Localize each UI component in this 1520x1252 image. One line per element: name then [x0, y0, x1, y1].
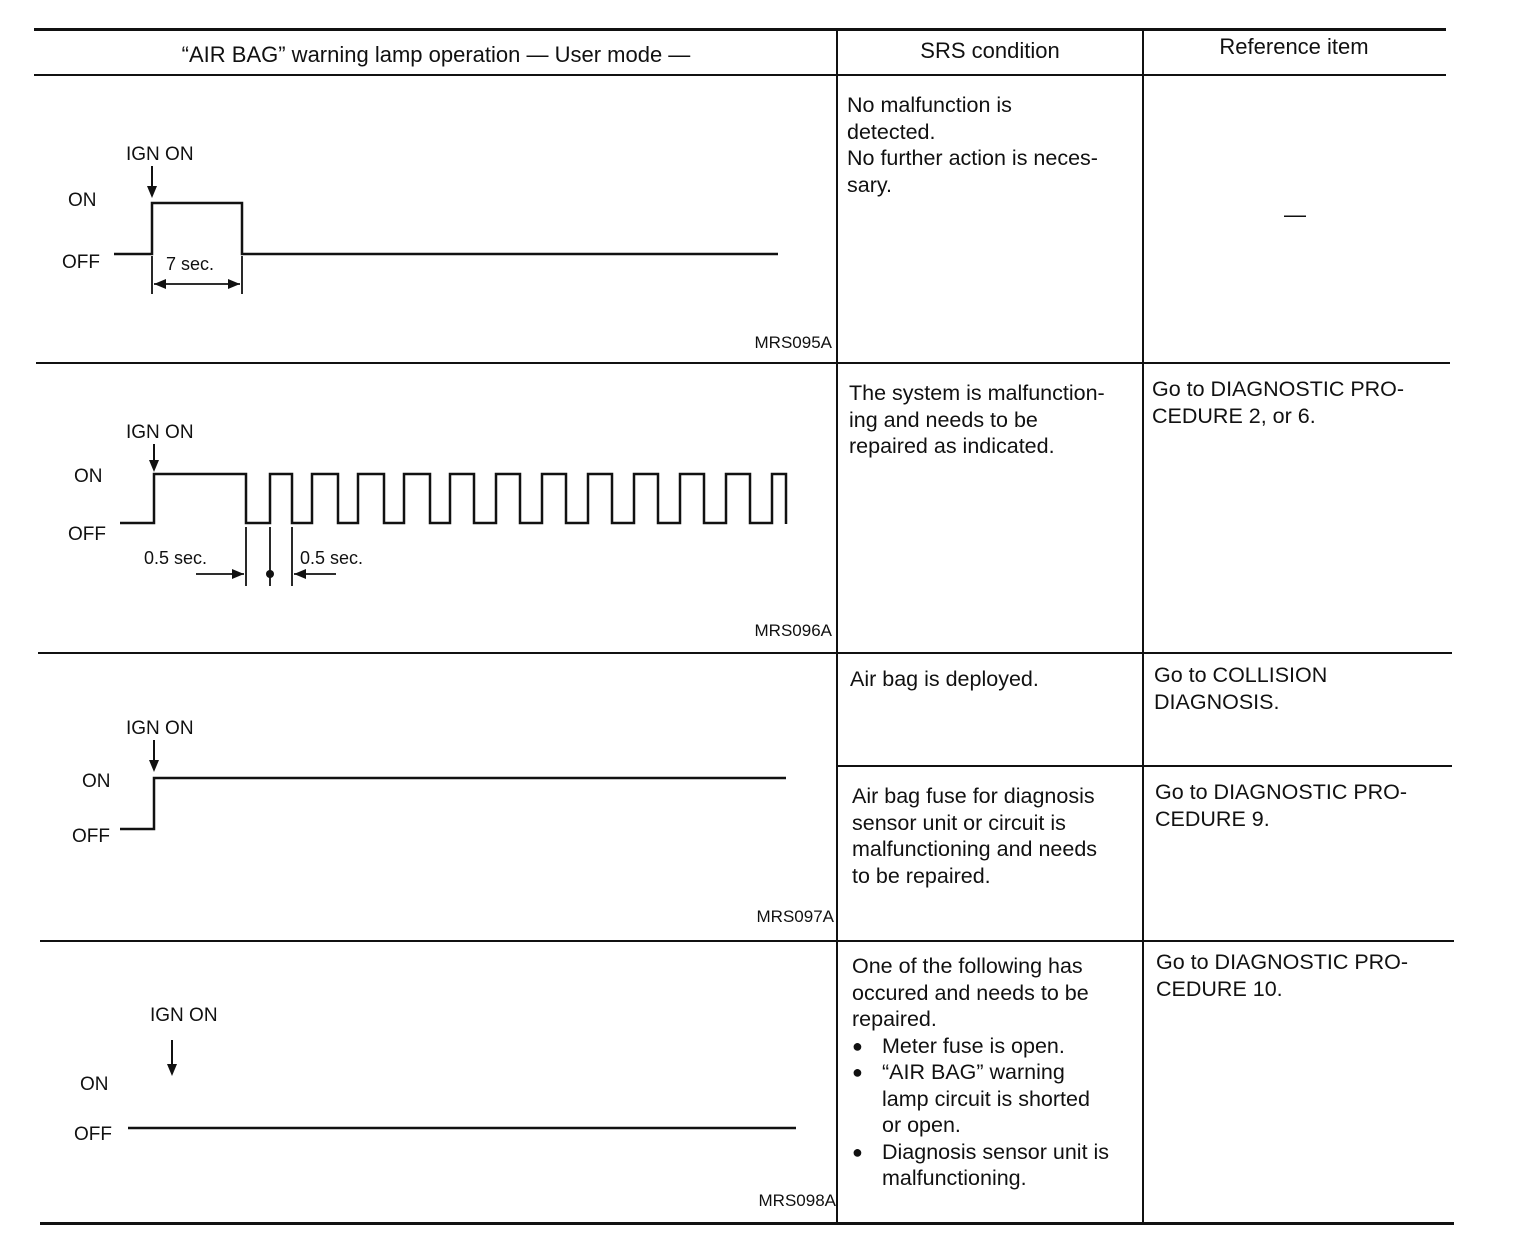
condition-line: sensor unit or circuit is [852, 810, 1066, 835]
condition-line: detected. [847, 119, 936, 144]
row4-reference [1156, 949, 1452, 1002]
row1-srs-condition [847, 92, 1137, 198]
ign-on-label: IGN ON [126, 144, 194, 165]
diagram-mrs097a [36, 654, 838, 940]
on-label: ON [68, 190, 97, 211]
reference-line: Go to DIAGNOSTIC PRO- [1156, 950, 1409, 974]
reference-line: Go to DIAGNOSTIC PRO- [1155, 780, 1408, 804]
diagram-mrs095a [36, 76, 838, 362]
header-operation: “AIR BAG” warning lamp operation — User mode — [181, 42, 691, 67]
table-top-rule [34, 28, 1446, 31]
row3-split-rule [838, 765, 1452, 767]
condition-line: One of the following has [852, 954, 1083, 978]
row3a-reference [1154, 662, 1450, 715]
condition-line: occured and needs to be [852, 980, 1089, 1005]
figure-code: MRS095A [754, 333, 832, 352]
ign-on-arrow-icon [149, 444, 159, 472]
row1-reference-none: — [1284, 202, 1306, 227]
figure-code: MRS098A [758, 1191, 836, 1210]
condition-line: The system is malfunction- [849, 381, 1105, 405]
ign-on-label: IGN ON [126, 718, 194, 739]
off-label: OFF [62, 252, 100, 273]
bullet-icon: ● [852, 1062, 863, 1082]
off-label: OFF [68, 524, 106, 545]
diagram-mrs096a [36, 364, 838, 652]
condition-line: ing and needs to be [849, 407, 1038, 432]
row2-reference [1152, 376, 1448, 429]
blinking-signal-waveform [120, 474, 786, 524]
bullet-line: Diagnosis sensor unit is [882, 1139, 1110, 1164]
condition-line: malfunctioning and needs [852, 837, 1098, 861]
reference-line: CEDURE 9. [1155, 806, 1270, 831]
condition-line: Air bag fuse for diagnosis [852, 784, 1095, 808]
reference-line: CEDURE 2, or 6. [1152, 403, 1316, 428]
reference-line: DIAGNOSIS. [1154, 689, 1280, 714]
figure-code: MRS096A [754, 621, 832, 640]
row3b-srs-condition [852, 783, 1142, 889]
bullet-item [852, 1059, 1144, 1139]
ign-on-label: IGN ON [150, 1005, 218, 1026]
bullet-line: or open. [882, 1113, 961, 1137]
lamp-signal-waveform [120, 778, 786, 829]
figure-code: MRS097A [756, 907, 834, 926]
header-reference-item: Reference item [1219, 34, 1369, 59]
row3b-reference [1155, 779, 1451, 832]
row3a-srs-condition [850, 666, 1140, 693]
interval-left-label: 0.5 sec. [144, 548, 208, 568]
reference-line: Go to DIAGNOSTIC PRO- [1152, 377, 1405, 401]
off-label: OFF [72, 826, 110, 847]
ign-on-arrow-icon [147, 166, 157, 198]
interval-right-label: 0.5 sec. [300, 548, 364, 568]
condition-line: to be repaired. [852, 863, 991, 888]
on-label: ON [80, 1074, 109, 1095]
bullet-icon: ● [852, 1035, 863, 1056]
bullet-line: lamp circuit is shorted [882, 1086, 1090, 1111]
off-label: OFF [74, 1124, 112, 1145]
condition-line: No malfunction is [847, 93, 1012, 117]
duration-label: 7 sec. [166, 254, 215, 274]
bullet-icon: ● [852, 1141, 863, 1162]
bullet-line: “AIR BAG” warning [882, 1060, 1065, 1084]
ign-on-label: IGN ON [126, 422, 194, 443]
on-label: ON [82, 771, 111, 792]
condition-line: repaired as indicated. [849, 434, 1055, 458]
ign-on-arrow-icon [149, 740, 159, 772]
reference-line: Go to COLLISION [1154, 663, 1328, 687]
bullet-item [852, 1139, 1144, 1192]
row2-srs-condition [849, 380, 1139, 460]
condition-line: sary. [847, 172, 892, 197]
bullet-item [852, 1033, 1144, 1060]
header-srs-condition: SRS condition [920, 38, 1060, 63]
table-bottom-rule [40, 1222, 1454, 1225]
lamp-signal-waveform [114, 203, 778, 254]
condition-line: Air bag is deployed. [850, 667, 1039, 691]
condition-line: No further action is neces- [847, 146, 1098, 170]
diagram-mrs098a [36, 942, 838, 1222]
condition-line: repaired. [852, 1007, 937, 1031]
ign-on-arrow-icon [167, 1040, 177, 1076]
row4-srs-condition [852, 953, 1144, 1192]
bullet-line: malfunctioning. [882, 1166, 1027, 1190]
bullet-line: Meter fuse is open. [882, 1033, 1065, 1058]
on-label: ON [74, 466, 103, 487]
reference-line: CEDURE 10. [1156, 976, 1283, 1001]
